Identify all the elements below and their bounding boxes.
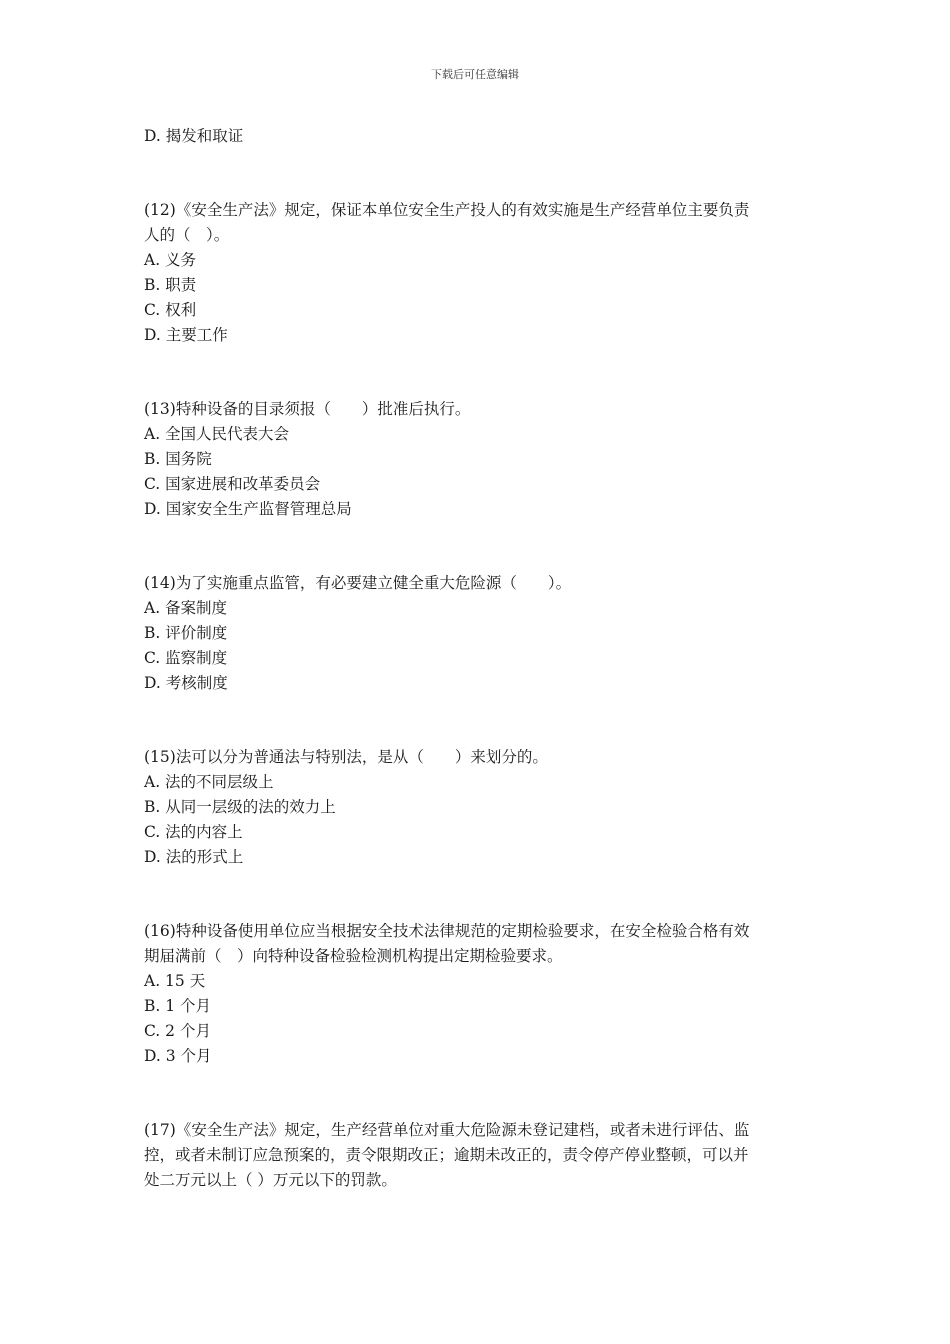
option-c: C. 监察制度	[144, 649, 228, 667]
option-b: B. 评价制度	[144, 624, 228, 642]
option-b: B. 1 个月	[144, 997, 212, 1015]
question-text-line: (16)特种设备使用单位应当根据安全技术法律规范的定期检验要求，在安全检验合格有效	[144, 922, 750, 940]
option-b: B. 国务院	[144, 450, 212, 468]
option-a: A. 义务	[144, 251, 197, 269]
question-text-line: (15)法可以分为普通法与特别法，是从（ ）来划分的。	[144, 748, 548, 766]
page-header: 下载后可任意编辑	[431, 68, 519, 81]
option-b: B. 职责	[144, 276, 197, 294]
option-c: C. 法的内容上	[144, 823, 243, 841]
question-text-line: 处二万元以上（ ）万元以下的罚款。	[144, 1171, 397, 1189]
question-block	[144, 198, 810, 348]
spacer	[144, 149, 810, 198]
question-text-line: (17)《安全生产法》规定，生产经营单位对重大危险源未登记建档，或者未进行评估、监	[144, 1121, 750, 1139]
option-c: C. 权利	[144, 301, 197, 319]
option-d: D. 法的形式上	[144, 848, 244, 866]
option-c: C. 国家进展和改革委员会	[144, 475, 321, 493]
option-a: A. 15 天	[144, 972, 206, 990]
question-block	[144, 571, 810, 696]
spacer	[144, 696, 810, 745]
question-block	[144, 1118, 810, 1193]
document-body	[144, 124, 810, 1193]
question-block	[144, 397, 810, 522]
option-text: D. 揭发和取证	[144, 127, 244, 145]
spacer	[144, 348, 810, 397]
question-text-line: 期届满前（ ）向特种设备检验检测机构提出定期检验要求。	[144, 947, 563, 965]
question-block	[144, 745, 810, 870]
option-a: A. 法的不同层级上	[144, 773, 274, 791]
option-a: A. 全国人民代表大会	[144, 425, 290, 443]
option-d: D. 考核制度	[144, 674, 228, 692]
option-d: D. 3 个月	[144, 1047, 212, 1065]
spacer	[144, 522, 810, 571]
question-text-line: (13)特种设备的目录须报（ ）批准后执行。	[144, 400, 471, 418]
option-d: D. 国家安全生产监督管理总局	[144, 500, 352, 518]
option-c: C. 2 个月	[144, 1022, 211, 1040]
question-text-line: (14)为了实施重点监管，有必要建立健全重大危险源（ ）。	[144, 574, 572, 592]
option-b: B. 从同一层级的法的效力上	[144, 798, 336, 816]
option-d: D. 主要工作	[144, 326, 228, 344]
question-text-line: 人的（ ）。	[144, 226, 230, 244]
question-block	[144, 919, 810, 1069]
spacer	[144, 1069, 810, 1118]
question-text-line: (12)《安全生产法》规定，保证本单位安全生产投人的有效实施是生产经营单位主要负责	[144, 201, 750, 219]
question-text-line: 控，或者未制订应急预案的，责令限期改正；逾期未改正的，责令停产停业整顿，可以并	[144, 1146, 749, 1164]
spacer	[144, 870, 810, 919]
option-a: A. 备案制度	[144, 599, 228, 617]
